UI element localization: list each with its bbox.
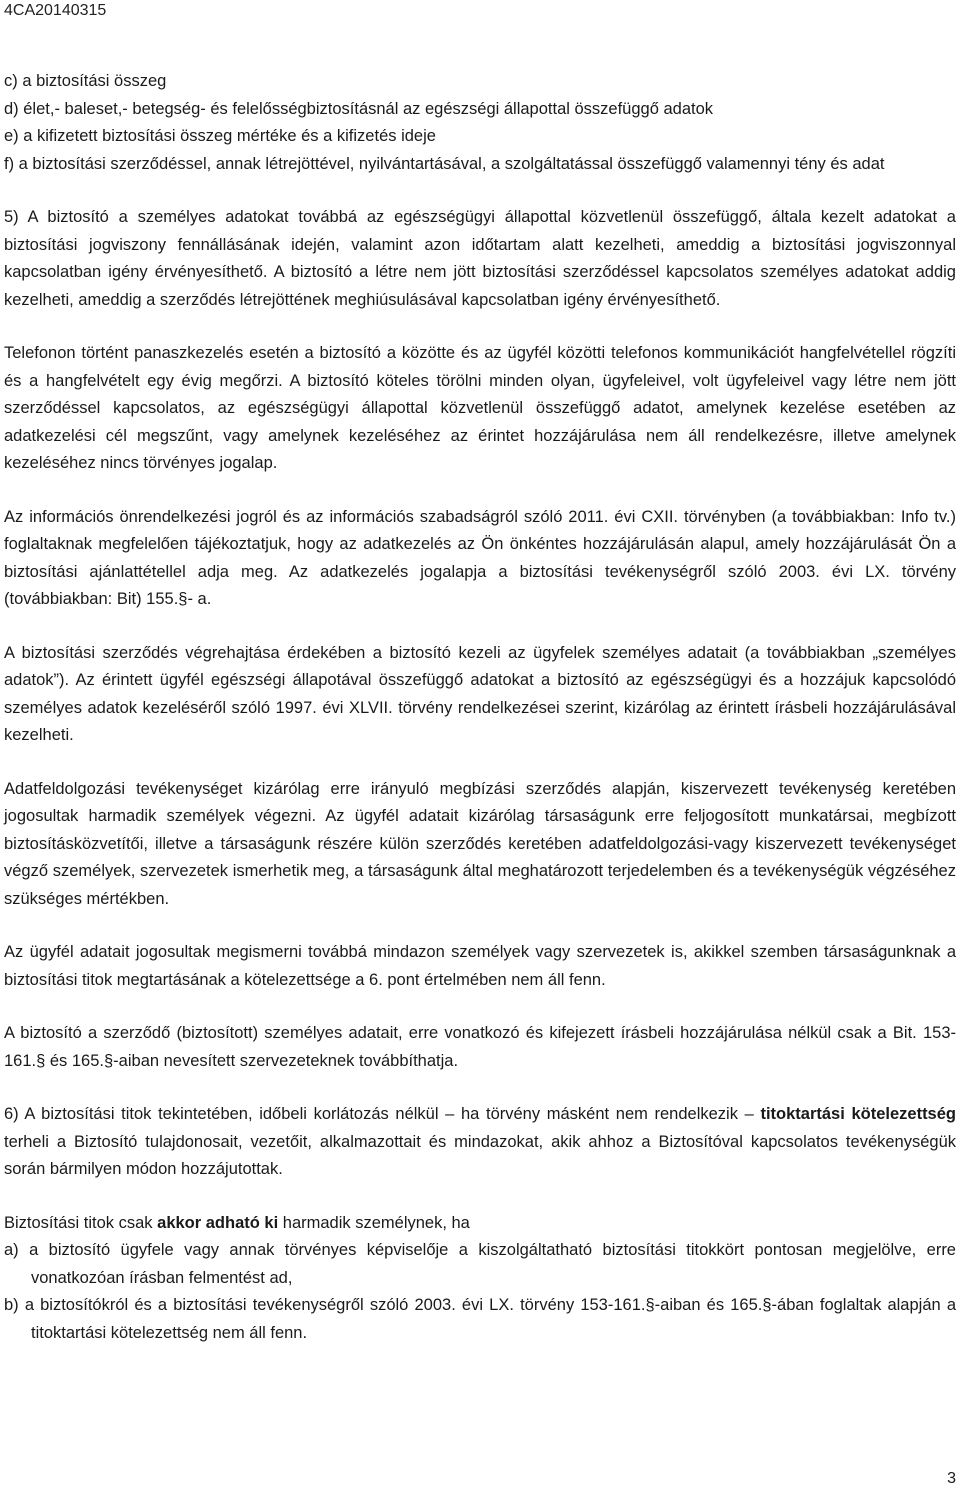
section-6-bold-term: titoktartási kötelezettség xyxy=(760,1105,956,1123)
section-6-text: 6) A biztosítási titok tekintetében, időbeli korlátozás nélkül – ha törvény másként nem rendelkezik – xyxy=(4,1105,761,1123)
paragraph-phone-complaints: Telefonon történt panaszkezelés esetén a biztosító a közötte és az ügyfél közötti telefonos kommunikációt hangfelvétellel rögzíti és a hangfelvételt egy évig megőrzi. A biztosító köteles törölni minden olyan, ügyfeleivel, volt ügyfeleivel vagy létre nem jött szerződéssel kapcsolatos, az egészségügyi állapottal közvetlenül összefüggő adatot, amelynek kezelése esetében az adatkezelési cél megszűnt, vagy amelynek kezeléséhez az érintet hozzájárulása nem áll rendelkezésre, illetve amelynek kezeléséhez nincs törvényes jogalap. xyxy=(4,344,956,472)
disclosure-text-cont: harmadik személynek, ha xyxy=(278,1213,470,1232)
disclosure-conditions-list xyxy=(4,1237,956,1347)
list-item: d) élet,- baleset,- betegség- és felelősségbiztosításnál az egészségi állapottal összefüggő adatok xyxy=(4,99,714,118)
data-category-list xyxy=(4,68,956,178)
page-number: 3 xyxy=(947,1470,956,1487)
paragraph-info-act: Az információs önrendelkezési jogról és az információs szabadságról szóló 2011. évi CXII. törvényben (a továbbiakban: Info tv.) foglaltaknak megfelelően tájékoztatjuk, hogy az adatkezelés az Ön önkéntes hozzájárulásán alapul, amely hozzájárulását Ön a biztosítási ajánlattétellel adja meg. Az adatkezelés jogalapja a biztosítási tevékenységről szóló 2003. évi LX. törvény (továbbiakban: Bit) 155.§- a. xyxy=(4,507,956,608)
paragraph-section-6 xyxy=(4,1101,956,1184)
disclosure-text: Biztosítási titok csak xyxy=(4,1213,158,1232)
list-item: e) a kifizetett biztosítási összeg mértéke és a kifizetés ideje xyxy=(4,127,436,145)
paragraph-secret-disclosure xyxy=(4,1210,956,1238)
paragraph-authorized-recipients: Az ügyfél adatait jogosultak megismerni továbbá mindazon személyek vagy szervezetek is, akikkel szemben társaságunknak a biztosítási titok megtartásának a kötelezettsége a 6. pont értelmében nem áll fenn. xyxy=(4,943,956,989)
list-item: a) a biztosító ügyfele vagy annak törvényes képviselője a kiszolgáltatható biztosítási titokkört pontosan megjelölve, erre vonatkozóan írásban felmentést ad, xyxy=(4,1241,956,1287)
paragraph-contract-execution: A biztosítási szerződés végrehajtása érdekében a biztosító kezeli az ügyfelek személyes adatait (a továbbiakban „személyes adatok”). Az érintett ügyfél egészségi állapotával összefüggő adatokat a biztosító az egészségügyi és a hozzájuk kapcsolódó személyes adatok kezeléséről szóló 1997. évi XLVII. törvény rendelkezései szerint, kizárólag az érintett írásbeli hozzájárulásával kezelheti. xyxy=(4,643,956,744)
list-item: b) a biztosítókról és a biztosítási tevékenységről szóló 2003. évi LX. törvény 153-161.§-aiban és 165.§-ában foglaltak alapján a titoktartási kötelezettség nem áll fenn. xyxy=(4,1296,956,1342)
paragraph-data-transfer: A biztosító a szerződő (biztosított) személyes adatait, erre vonatkozó és kifejezett írásbeli hozzájárulása nélkül csak a Bit. 153-161.§ és 165.§-aiban nevesített szervezeteknek továbbíthatja. xyxy=(4,1024,956,1070)
document-body xyxy=(4,68,956,1347)
section-6-text-cont: terheli a Biztosító tulajdonosait, vezetőit, alkalmazottait és mindazokat, akik ahhoz a Biztosítóval kapcsolatos tevékenységük során bármilyen módon hozzájutottak. xyxy=(4,1132,956,1178)
list-item: f) a biztosítási szerződéssel, annak létrejöttével, nyilvántartásával, a szolgáltatással összefüggő valamennyi tény és adat xyxy=(4,154,885,173)
document-code: 4CA20140315 xyxy=(4,2,107,19)
paragraph-data-processing: Adatfeldolgozási tevékenységet kizárólag erre irányuló megbízási szerződés alapján, kiszervezett tevékenység keretében jogosultak harmadik személyek végezni. Az ügyfél adatait kizárólag társaságunk erre feljogosított munkatársai, megbízott biztosításközvetítői, illetve a társaságunk részére külön szerződés keretében adatfeldolgozási-vagy kiszervezett tevékenységet végző személyek, szervezetek ismerhetik meg, a társaságunk által meghatározott terjedelemben és a tevékenységük végzéséhez szükséges mértékben. xyxy=(4,779,956,908)
list-item: c) a biztosítási összeg xyxy=(4,72,167,90)
disclosure-bold-term: akkor adható ki xyxy=(157,1213,279,1232)
paragraph-section-5: 5) A biztosító a személyes adatokat továbbá az egészségügyi állapottal közvetlenül összefüggő, általa kezelt adatokat a biztosítási jogviszony fennállásának idején, valamint azon időtartam alatt kezelheti, ameddig a biztosítási jogviszonnyal kapcsolatban igény érvényesíthető. A biztosító a létre nem jött biztosítási szerződéssel kapcsolatos személyes adatokat addig kezelheti, ameddig a szerződés létrejöttének meghiúsulásával kapcsolatban igény érvényesíthető. xyxy=(4,208,956,309)
